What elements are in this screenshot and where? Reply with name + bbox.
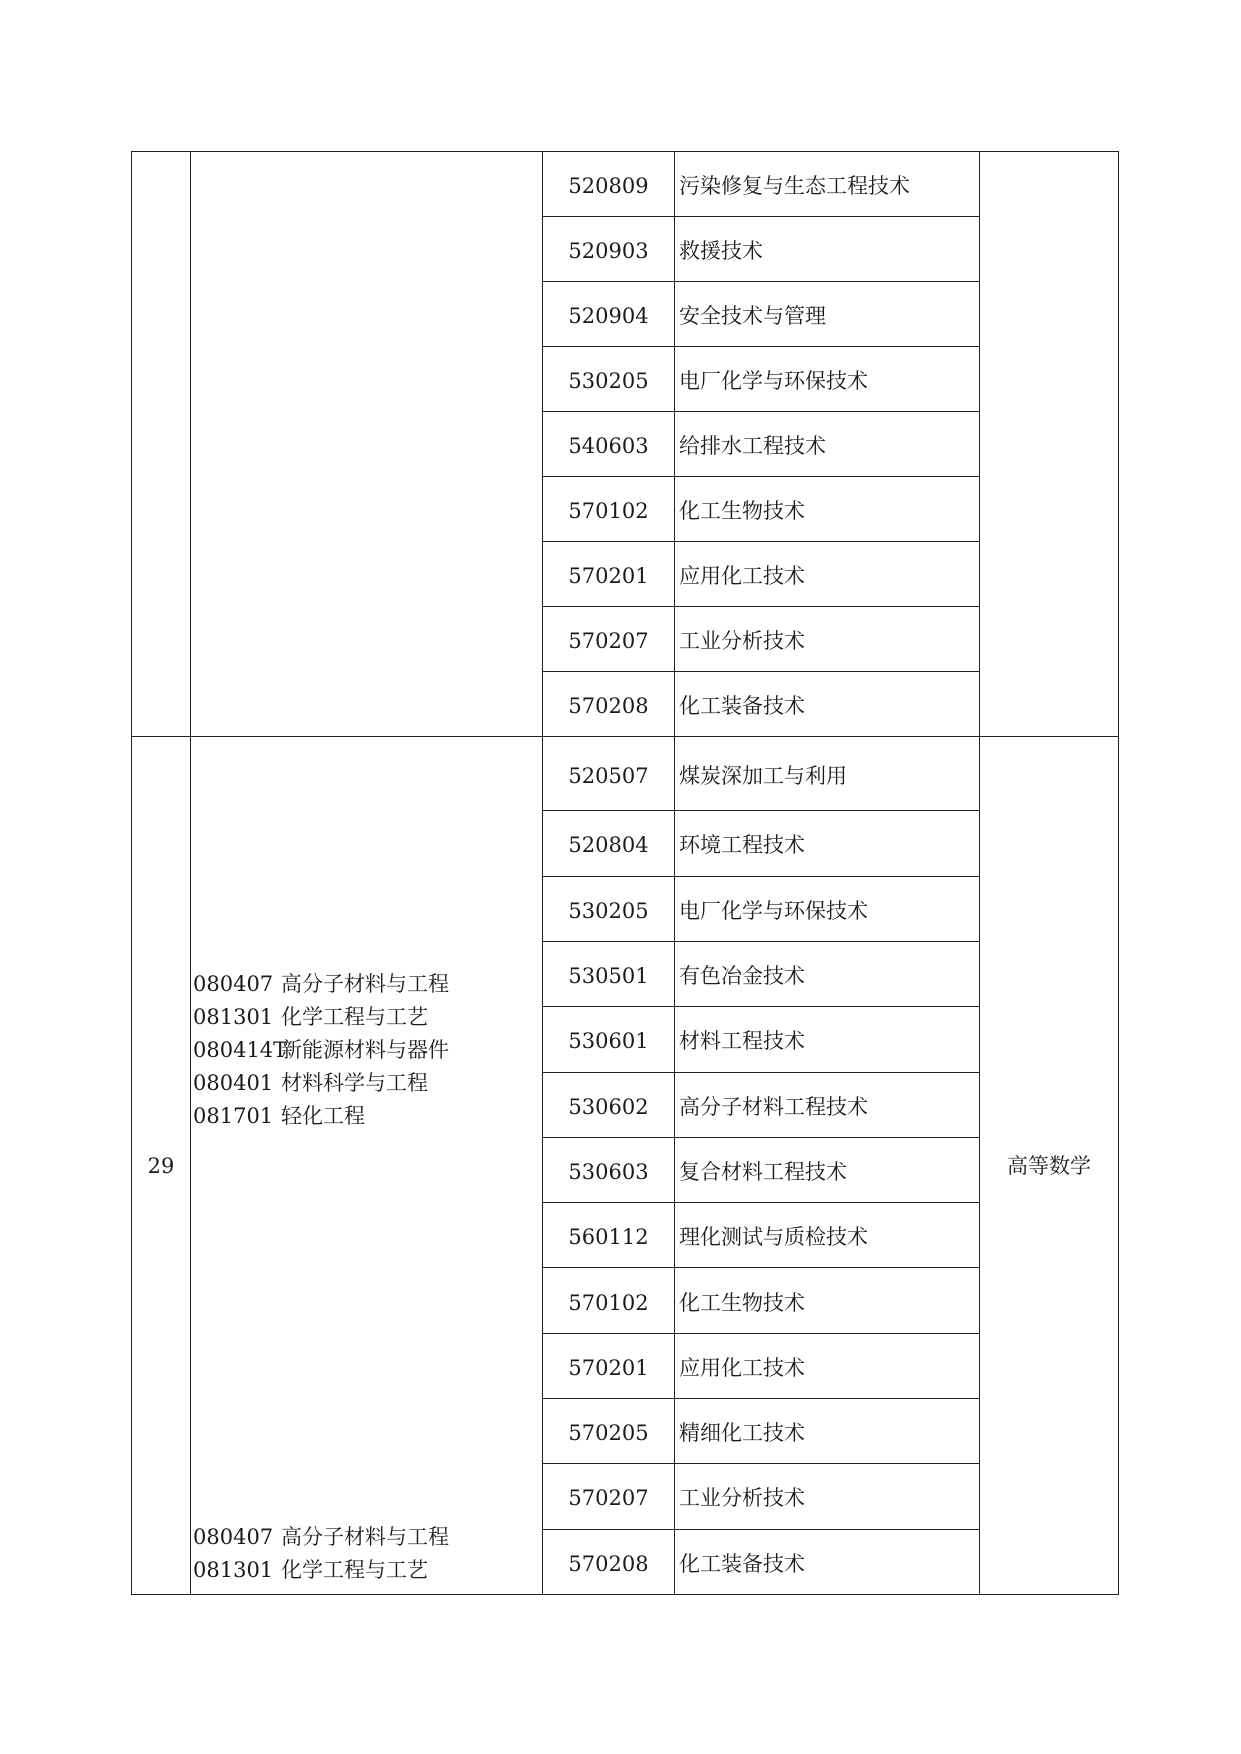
vocational-name: 应用化工技术	[675, 1333, 980, 1398]
vocational-code: 520507	[543, 737, 675, 811]
vocational-name: 理化测试与质检技术	[675, 1203, 980, 1268]
undergrad-major-list	[193, 968, 449, 1133]
vocational-name: 煤炭深加工与利用	[675, 737, 980, 811]
subject-cell	[980, 152, 1119, 737]
vocational-code: 540603	[543, 412, 675, 477]
vocational-code: 570207	[543, 607, 675, 672]
vocational-code: 570205	[543, 1399, 675, 1464]
table-row	[132, 152, 1119, 217]
undergrad-major-name: 轻化工程	[281, 1104, 365, 1128]
vocational-code: 530602	[543, 1072, 675, 1137]
vocational-name: 复合材料工程技术	[675, 1137, 980, 1202]
undergrad-major-name: 材料科学与工程	[281, 1071, 428, 1095]
vocational-code: 570208	[543, 672, 675, 737]
undergrad-major-item	[193, 1100, 449, 1133]
undergrad-major-name: 化学工程与工艺	[281, 1005, 428, 1029]
vocational-name: 电厂化学与环保技术	[675, 876, 980, 941]
vocational-code: 520804	[543, 811, 675, 876]
undergrad-major-item	[193, 1034, 449, 1067]
vocational-code: 570201	[543, 1333, 675, 1398]
index-cell	[132, 152, 191, 737]
undergrad-major-code: 080401	[193, 1071, 274, 1095]
vocational-name: 污染修复与生态工程技术	[675, 152, 980, 217]
table-row	[132, 737, 1119, 811]
vocational-name: 化工装备技术	[675, 1529, 980, 1594]
vocational-name: 有色冶金技术	[675, 941, 980, 1006]
vocational-name: 电厂化学与环保技术	[675, 347, 980, 412]
vocational-name: 应用化工技术	[675, 542, 980, 607]
vocational-code: 530601	[543, 1007, 675, 1072]
vocational-code: 570207	[543, 1464, 675, 1529]
undergrad-major-code: 080407	[193, 1525, 274, 1549]
vocational-name: 化工装备技术	[675, 672, 980, 737]
vocational-name: 工业分析技术	[675, 607, 980, 672]
vocational-name: 化工生物技术	[675, 477, 980, 542]
vocational-name: 材料工程技术	[675, 1007, 980, 1072]
vocational-name: 环境工程技术	[675, 811, 980, 876]
undergrad-major-item	[193, 1067, 449, 1100]
vocational-code: 570208	[543, 1529, 675, 1594]
undergrad-major-name: 高分子材料与工程	[281, 1525, 449, 1549]
undergrad-major-item	[193, 1001, 449, 1034]
vocational-code: 530501	[543, 941, 675, 1006]
undergrad-major-name: 新能源材料与器件	[281, 1038, 449, 1062]
undergrad-major-code: 080407	[193, 972, 274, 996]
vocational-name: 精细化工技术	[675, 1399, 980, 1464]
vocational-name: 高分子材料工程技术	[675, 1072, 980, 1137]
major-mapping-table	[131, 151, 1119, 1595]
vocational-code: 520904	[543, 282, 675, 347]
vocational-code: 570102	[543, 477, 675, 542]
undergrad-major-name: 高分子材料与工程	[281, 972, 449, 996]
vocational-code: 520903	[543, 217, 675, 282]
vocational-name: 救援技术	[675, 217, 980, 282]
vocational-name: 工业分析技术	[675, 1464, 980, 1529]
undergrad-major-item	[193, 1521, 449, 1554]
vocational-name: 给排水工程技术	[675, 412, 980, 477]
vocational-code: 530205	[543, 876, 675, 941]
vocational-code: 530603	[543, 1137, 675, 1202]
vocational-name: 化工生物技术	[675, 1268, 980, 1333]
vocational-code: 570102	[543, 1268, 675, 1333]
undergrad-major-code: 080414T	[193, 1038, 288, 1062]
subject-cell: 高等数学	[980, 737, 1119, 1595]
vocational-code: 570201	[543, 542, 675, 607]
undergrad-major-name: 化学工程与工艺	[281, 1558, 428, 1582]
undergrad-major-code: 081701	[193, 1104, 274, 1128]
undergrad-major-code: 081301	[193, 1005, 274, 1029]
vocational-code: 530205	[543, 347, 675, 412]
vocational-name: 安全技术与管理	[675, 282, 980, 347]
undergrad-major-item	[193, 1554, 449, 1587]
index-cell: 29	[132, 737, 191, 1595]
undergrad-majors-cell	[191, 152, 543, 737]
undergrad-majors-cell	[191, 737, 543, 1595]
vocational-code: 520809	[543, 152, 675, 217]
undergrad-major-code: 081301	[193, 1558, 274, 1582]
undergrad-major-item	[193, 968, 449, 1001]
undergrad-major-list-continued	[193, 1521, 449, 1587]
vocational-code: 560112	[543, 1203, 675, 1268]
